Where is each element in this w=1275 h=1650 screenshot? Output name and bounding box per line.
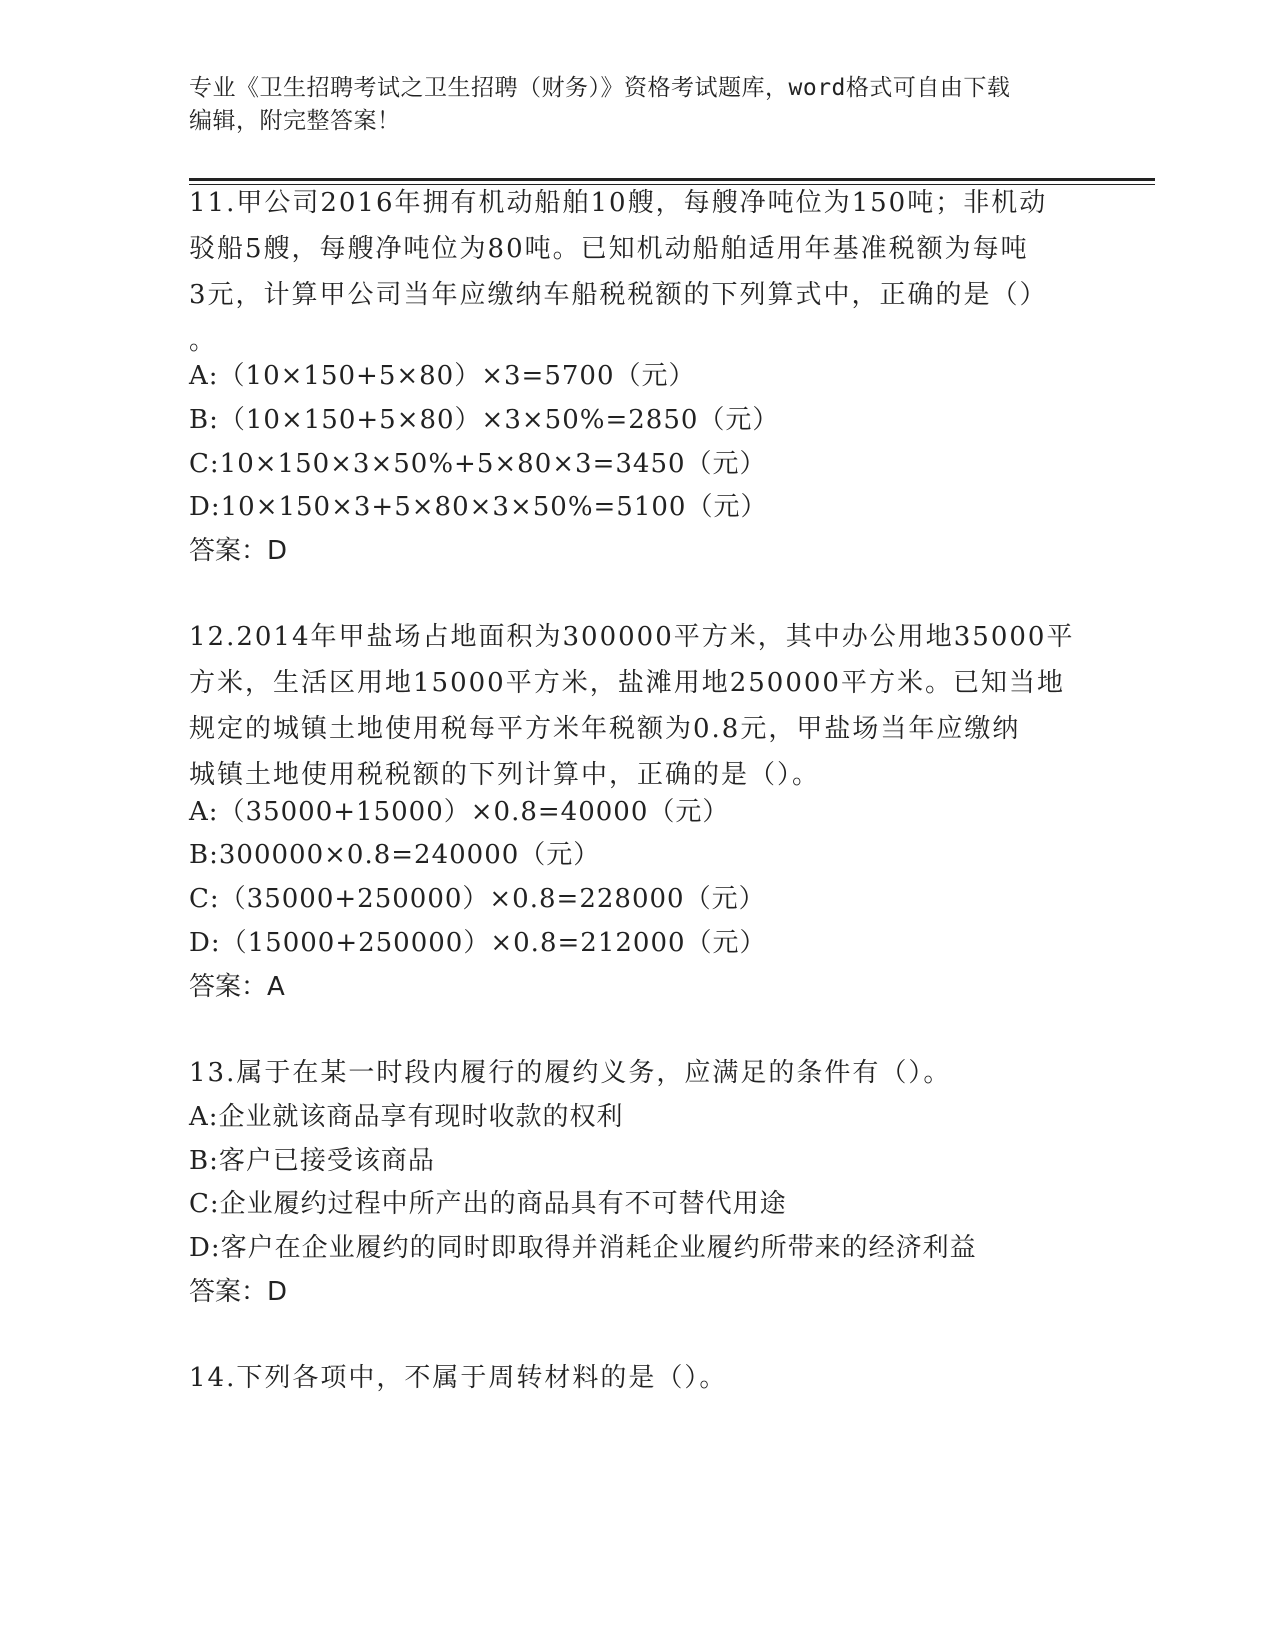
question-13-answer: 答案：D	[189, 1277, 288, 1307]
question-13-option-a: A:企业就该商品享有现时收款的权利	[189, 1102, 624, 1132]
question-12-stem: 12.2014年甲盐场占地面积为300000平方米，其中办公用地35000平 方米，生活区用地15000平方米，盐滩用地250000平方米。已知当地 规定的城镇土地使用税每平方米年税额为0.8元，甲盐场当年应缴纳 城镇土地使用税税额的下列计算中，正确的是（）。	[189, 622, 1075, 790]
document-header: 专业《卫生招聘考试之卫生招聘（财务）》资格考试题库，word格式可自由下载 编辑，附完整答案！	[189, 75, 1011, 134]
question-11-option-c: C:10×150×3×50%+5×80×3=3450（元）	[189, 449, 767, 479]
question-13-option-d: D:客户在企业履约的同时即取得并消耗企业履约所带来的经济利益	[189, 1233, 977, 1263]
question-14-stem: 14.下列各项中，不属于周转材料的是（）。	[189, 1363, 728, 1393]
question-11-stem: 11.甲公司2016年拥有机动船舶10艘，每艘净吨位为150吨；非机动 驳船5艘，每艘净吨位为80吨。已知机动船舶适用年基准税额为每吨 3元，计算甲公司当年应缴纳车船税税额的下列算式中，正确的是（） 。	[189, 188, 1048, 356]
question-11-option-a: A:（10×150+5×80）×3=5700（元）	[189, 361, 696, 391]
question-13-option-b: B:客户已接受该商品	[189, 1146, 435, 1176]
question-11-answer: 答案：D	[189, 536, 288, 566]
question-12-option-a: A:（35000+15000）×0.8=40000（元）	[189, 797, 730, 827]
question-11-option-b: B:（10×150+5×80）×3×50%=2850（元）	[189, 405, 780, 435]
question-12-option-b: B:300000×0.8=240000（元）	[189, 840, 601, 870]
question-12-answer: 答案：A	[189, 972, 285, 1002]
question-12-option-c: C:（35000+250000）×0.8=228000（元）	[189, 884, 766, 914]
question-13-option-c: C:企业履约过程中所产出的商品具有不可替代用途	[189, 1189, 787, 1219]
question-12-option-d: D:（15000+250000）×0.8=212000（元）	[189, 928, 767, 958]
question-13-stem: 13.属于在某一时段内履行的履约义务，应满足的条件有（）。	[189, 1058, 952, 1088]
question-11-option-d: D:10×150×3+5×80×3×50%=5100（元）	[189, 492, 768, 522]
